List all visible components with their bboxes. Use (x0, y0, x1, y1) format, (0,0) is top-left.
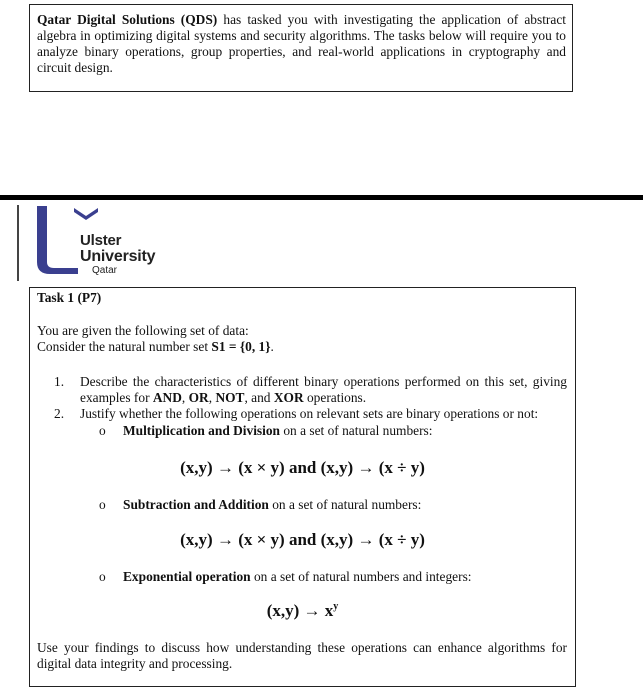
formula (30, 458, 575, 478)
formula-text: (x,y) → (x × y) and (x,y) → (x ÷ y) (180, 530, 425, 549)
sub-item-text: on a set of natural numbers and integers: (253, 569, 472, 584)
sub-item-bold: Subtraction and Addition (123, 497, 269, 512)
given-line: You are given the following set of data: (37, 323, 249, 338)
logo-wordmark (80, 233, 155, 277)
closing-paragraph: Use your findings to discuss how understanding these operations can enhance algorithms for digital data integrity and processing. (37, 640, 567, 671)
margin-line (17, 205, 19, 281)
list-item-text: Justify whether the following operations on relevant sets are binary operations or not: (80, 406, 539, 421)
consider-suffix: . (270, 339, 274, 354)
bullet-icon: o (99, 423, 106, 438)
formula (30, 601, 575, 621)
logo-chevron-icon (74, 208, 98, 220)
op-not: NOT (215, 390, 245, 405)
logo-word-university: University (80, 248, 156, 265)
formula-exponent: y (333, 601, 339, 612)
item1-and-word: , and (244, 390, 271, 405)
consider-line (37, 339, 567, 355)
formula-text: (x,y) → x (266, 601, 334, 620)
sub-item (99, 569, 567, 585)
sub-item (99, 497, 567, 513)
op-or: OR (188, 390, 209, 405)
page-divider (0, 195, 643, 200)
set-definition: S1 = {0, 1} (211, 339, 271, 354)
sub-item-text: on a set of natural numbers: (283, 423, 433, 438)
list-number: 1. (54, 374, 65, 389)
sub-item (99, 423, 567, 439)
item1-comma: , (181, 390, 186, 405)
formula-text: (x,y) → (x × y) and (x,y) → (x ÷ y) (180, 458, 425, 477)
list-number: 2. (54, 406, 65, 421)
bullet-icon: o (99, 569, 106, 584)
op-xor: XOR (273, 390, 304, 405)
company-name: Qatar Digital Solutions (QDS) (37, 12, 218, 27)
sub-item-bold: Multiplication and Division (123, 423, 280, 438)
consider-prefix: Consider the natural number set (37, 339, 209, 354)
intro-text: has tasked you with investigating the application of abstract algebra in optimizing digital systems and security algorithms. The tasks below will require you to analyze binary operations, group properties, and real-world applications in cryptography and circuit design. (37, 12, 566, 75)
item1-text: Describe the characteristics of different binary operations performed on this set, giving examples for (80, 374, 567, 405)
task-box (29, 287, 576, 687)
task-title: Task 1 (P7) (37, 290, 102, 305)
bullet-icon: o (99, 497, 106, 512)
logo-word-qatar: Qatar (92, 265, 118, 276)
op-and: AND (152, 390, 182, 405)
logo-word-ulster: Ulster (80, 232, 122, 249)
formula (30, 530, 575, 550)
item1-comma: , (208, 390, 213, 405)
sub-item-text: on a set of natural numbers: (272, 497, 422, 512)
sub-item-bold: Exponential operation (123, 569, 251, 584)
list-item (54, 374, 567, 406)
list-item-text (80, 374, 567, 406)
item1-tail: operations. (306, 390, 367, 405)
list-item (54, 406, 567, 422)
intro-box (29, 4, 573, 92)
logo-bar-icon (37, 206, 78, 274)
